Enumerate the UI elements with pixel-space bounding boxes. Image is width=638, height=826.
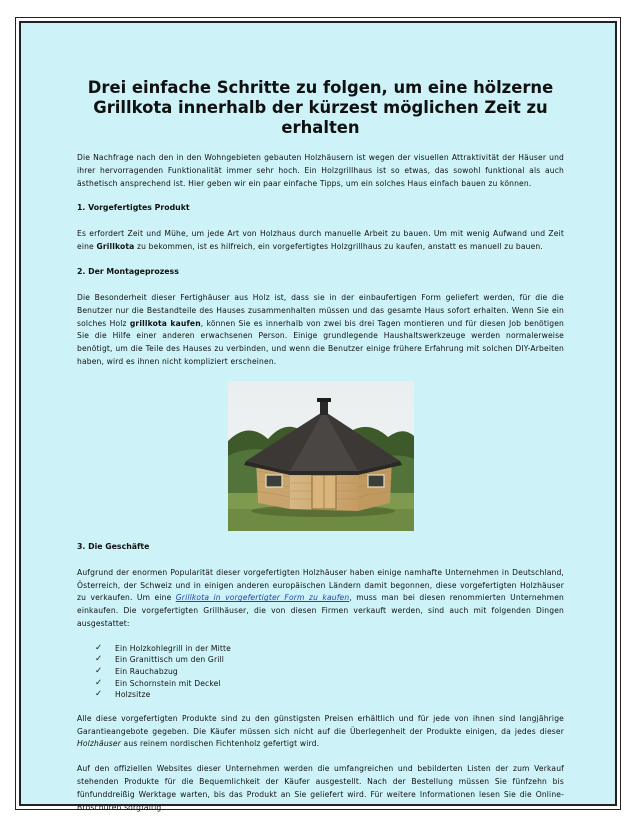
intro-paragraph: Die Nachfrage nach den in den Wohngebieten gebauten Holzhäusern ist wegen der visuellen Attraktivität der Häuser und ihrer hervorragenden Funktionalität immer sehr hoch. Ein Holzgrillhaus ist so etwas, das sowohl funktional als auch ästhetisch ansprechend ist. Hier geben wir ein paar einfache Tipps, um ein solches Haus einfach bauen zu können. bbox=[77, 153, 564, 188]
section-3-paragraph-3: Auf den offiziellen Websites dieser Unternehmen werden die umfangreichen und bebilderten Listen der zum Verkauf stehenden Produkte für die Bequemlichkeit der Käufer ausgestellt. Nach der Bestellung müssen Sie fünfzehn bis fünfunddreißig Werktage warten, bis das Produkt an Sie geliefert wird. Für weitere Informationen lesen Sie die Online-Broschüren sorgfältig. bbox=[77, 764, 564, 812]
section-3-heading: 3. Die Geschäfte bbox=[77, 541, 150, 551]
list-item-label: Ein Schornstein mit Deckel bbox=[115, 678, 221, 688]
checkmark-icon: ✓ bbox=[95, 665, 103, 676]
bold-keyword: grillkota kaufen bbox=[129, 318, 201, 328]
section-3-paragraph bbox=[77, 567, 564, 631]
image-container bbox=[77, 381, 564, 531]
text-run: Es erfordert Zeit und Mühe, um jede Art von Holzhaus durch manuelle Arbeit zu bauen. Um mit wenig Aufwand und Zeit eine bbox=[77, 229, 564, 252]
shop-link[interactable]: Grillkota in vorgefertigter Form zu kaufen bbox=[175, 593, 350, 603]
italic-keyword: Holzhäuser bbox=[77, 739, 121, 749]
text-run: Alle diese vorgefertigten Produkte sind zu den günstigsten Preisen erhältlich und für jede von ihnen sind langjährige Garantieangebote gegeben. Die Käufer müssen sich nicht auf die Überlegenheit der Produkte einigen, da jedes dieser bbox=[77, 713, 564, 736]
grill-hut-photo bbox=[228, 381, 414, 531]
checkmark-icon: ✓ bbox=[95, 677, 103, 688]
features-list bbox=[95, 643, 564, 701]
list-item-label: Ein Granittisch um den Grill bbox=[115, 655, 225, 665]
list-item bbox=[95, 643, 564, 655]
checkmark-icon: ✓ bbox=[95, 689, 103, 700]
list-item bbox=[95, 666, 564, 678]
list-item-label: Holzsitze bbox=[115, 690, 151, 700]
text-run: Die Besonderheit dieser Fertighäuser aus Holz ist, dass sie in der einbaufertigen Form geliefert werden, für die die Benutzer nur die Bestandteile des Hauses zusammenhalten müssen und das gesamte Haus sofort erhalten. Wenn Sie ein solches Holz bbox=[77, 292, 564, 328]
section-3-paragraph-2 bbox=[77, 713, 564, 751]
bold-keyword: Grillkota bbox=[96, 242, 135, 252]
list-item bbox=[95, 654, 564, 666]
section-1-heading: 1. Vorgefertigtes Produkt bbox=[77, 203, 190, 213]
section-1-paragraph bbox=[77, 228, 564, 254]
list-item-label: Ein Rauchabzug bbox=[115, 666, 178, 676]
text-run: aus reinem nordischen Fichtenholz gefertigt wird. bbox=[120, 739, 320, 749]
checkmark-icon: ✓ bbox=[95, 642, 103, 653]
text-run: Aufgrund der enormen Popularität dieser vorgefertigten Holzhäuser haben einige namhafte Unternehmen in Deutschland, Österreich, der Schweiz und in einigen anderen europäischen Ländern damit begonnen, diese vorgefertigten Holzhäuser zu verkaufen. Um eine bbox=[77, 567, 564, 603]
section-2-paragraph bbox=[77, 292, 564, 369]
section-2-heading: 2. Der Montageprozess bbox=[77, 266, 179, 276]
list-item bbox=[95, 689, 564, 701]
list-item bbox=[95, 678, 564, 690]
text-run: zu bekommen, ist es hilfreich, ein vorgefertigtes Holzgrillhaus zu kaufen, anstatt es manuell zu bauen. bbox=[134, 242, 543, 252]
text-run: , können Sie es innerhalb von zwei bis drei Tagen montieren und für diesen Job benötigen Sie die Hilfe einer anderen erwachsenen Person. Einige grundlegende Haushaltswerkzeuge werden normalerweise benötigt, um die Teile des Hauses zu verbinden, und wenn die Benutzer einige frühere Erfahrung mit solchen DIY-Arbeiten haben, wird es ihnen nicht kompliziert erscheinen. bbox=[77, 318, 564, 366]
article-title: Drei einfache Schritte zu folgen, um eine hölzerne Grillkota innerhalb der kürzest möglichen Zeit zu erhalten bbox=[87, 78, 554, 137]
list-item-label: Ein Holzkohlegrill in der Mitte bbox=[115, 643, 231, 653]
checkmark-icon: ✓ bbox=[95, 654, 103, 665]
article-content bbox=[77, 78, 564, 826]
text-run: , muss man bei diesen renommierten Unternehmen einkaufen. Die vorgefertigten Grillhäuser, die von diesen Firmen verkauft werden, sind auch mit folgenden Dingen ausgestattet: bbox=[77, 593, 564, 628]
